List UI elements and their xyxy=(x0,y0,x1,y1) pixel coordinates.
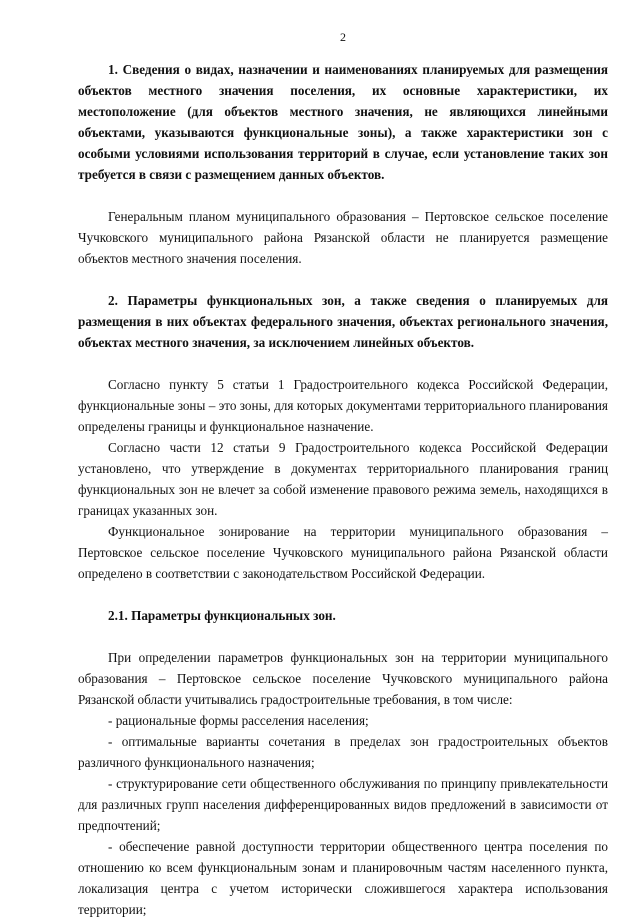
section-1-heading: 1. Сведения о видах, назначении и наименованиях планируемых для размещения объектов местного значения поселения, их основные характеристики, их местоположение (для объектов местного значения, не являющихся линейными объектами, указываются функциональные зоны), а также характеристики зон с особыми условиями использования территорий в случае, если установление таких зон требуется в связи с размещением данных объектов. xyxy=(78,62,608,182)
list-item: - оптимальные варианты сочетания в пределах зон градостроительных объектов различного функционального назначения; xyxy=(78,734,608,770)
list-item: - обеспечение равной доступности территории общественного центра поселения по отношению ко всем функциональным зонам и планировочным частям населенного пункта, локализация центра с учетом исторически сложившегося характера использования территории; xyxy=(78,839,608,917)
section-2-paragraph-3: Функциональное зонирование на территории муниципального образования – Пертовское сельское поселение Чучковского муниципального района Рязанской области определено в соответствии с законодательством Российской Федерации. xyxy=(78,524,608,581)
list-item: - структурирование сети общественного обслуживания по принципу привлекательности для различных групп населения дифференцированных видов предложений в зависимости от предпочтений; xyxy=(78,776,608,833)
section-2-1-intro: При определении параметров функциональных зон на территории муниципального образования – Пертовское сельское поселение Чучковского муниципального района Рязанской области учитывались градостроительные требования, в том числе: xyxy=(78,650,608,707)
document-page xyxy=(78,30,608,920)
section-2-heading: 2. Параметры функциональных зон, а также сведения о планируемых для размещения в них объектах федерального значения, объектах регионального значения, объектах местного значения, за исключением линейных объектов. xyxy=(78,293,608,350)
section-2-paragraph-1: Согласно пункту 5 статьи 1 Градостроительного кодекса Российской Федерации, функциональные зоны – это зоны, для которых документами территориального планирования определены границы и функциональное назначение. xyxy=(78,377,608,434)
section-2-1-heading: 2.1. Параметры функциональных зон. xyxy=(108,608,336,623)
list-item: - рациональные формы расселения населения; xyxy=(108,713,369,728)
page-number: 2 xyxy=(340,30,346,44)
section-2-paragraph-2: Согласно части 12 статьи 9 Градостроительного кодекса Российской Федерации установлено, что утверждение в документах территориального планирования границ функциональных зон не влечет за собой изменение правового режима земель, находящихся в границах указанных зон. xyxy=(78,440,608,518)
section-1-paragraph: Генеральным планом муниципального образования – Пертовское сельское поселение Чучковского муниципального района Рязанской области не планируется размещение объектов местного значения поселения. xyxy=(78,209,608,266)
